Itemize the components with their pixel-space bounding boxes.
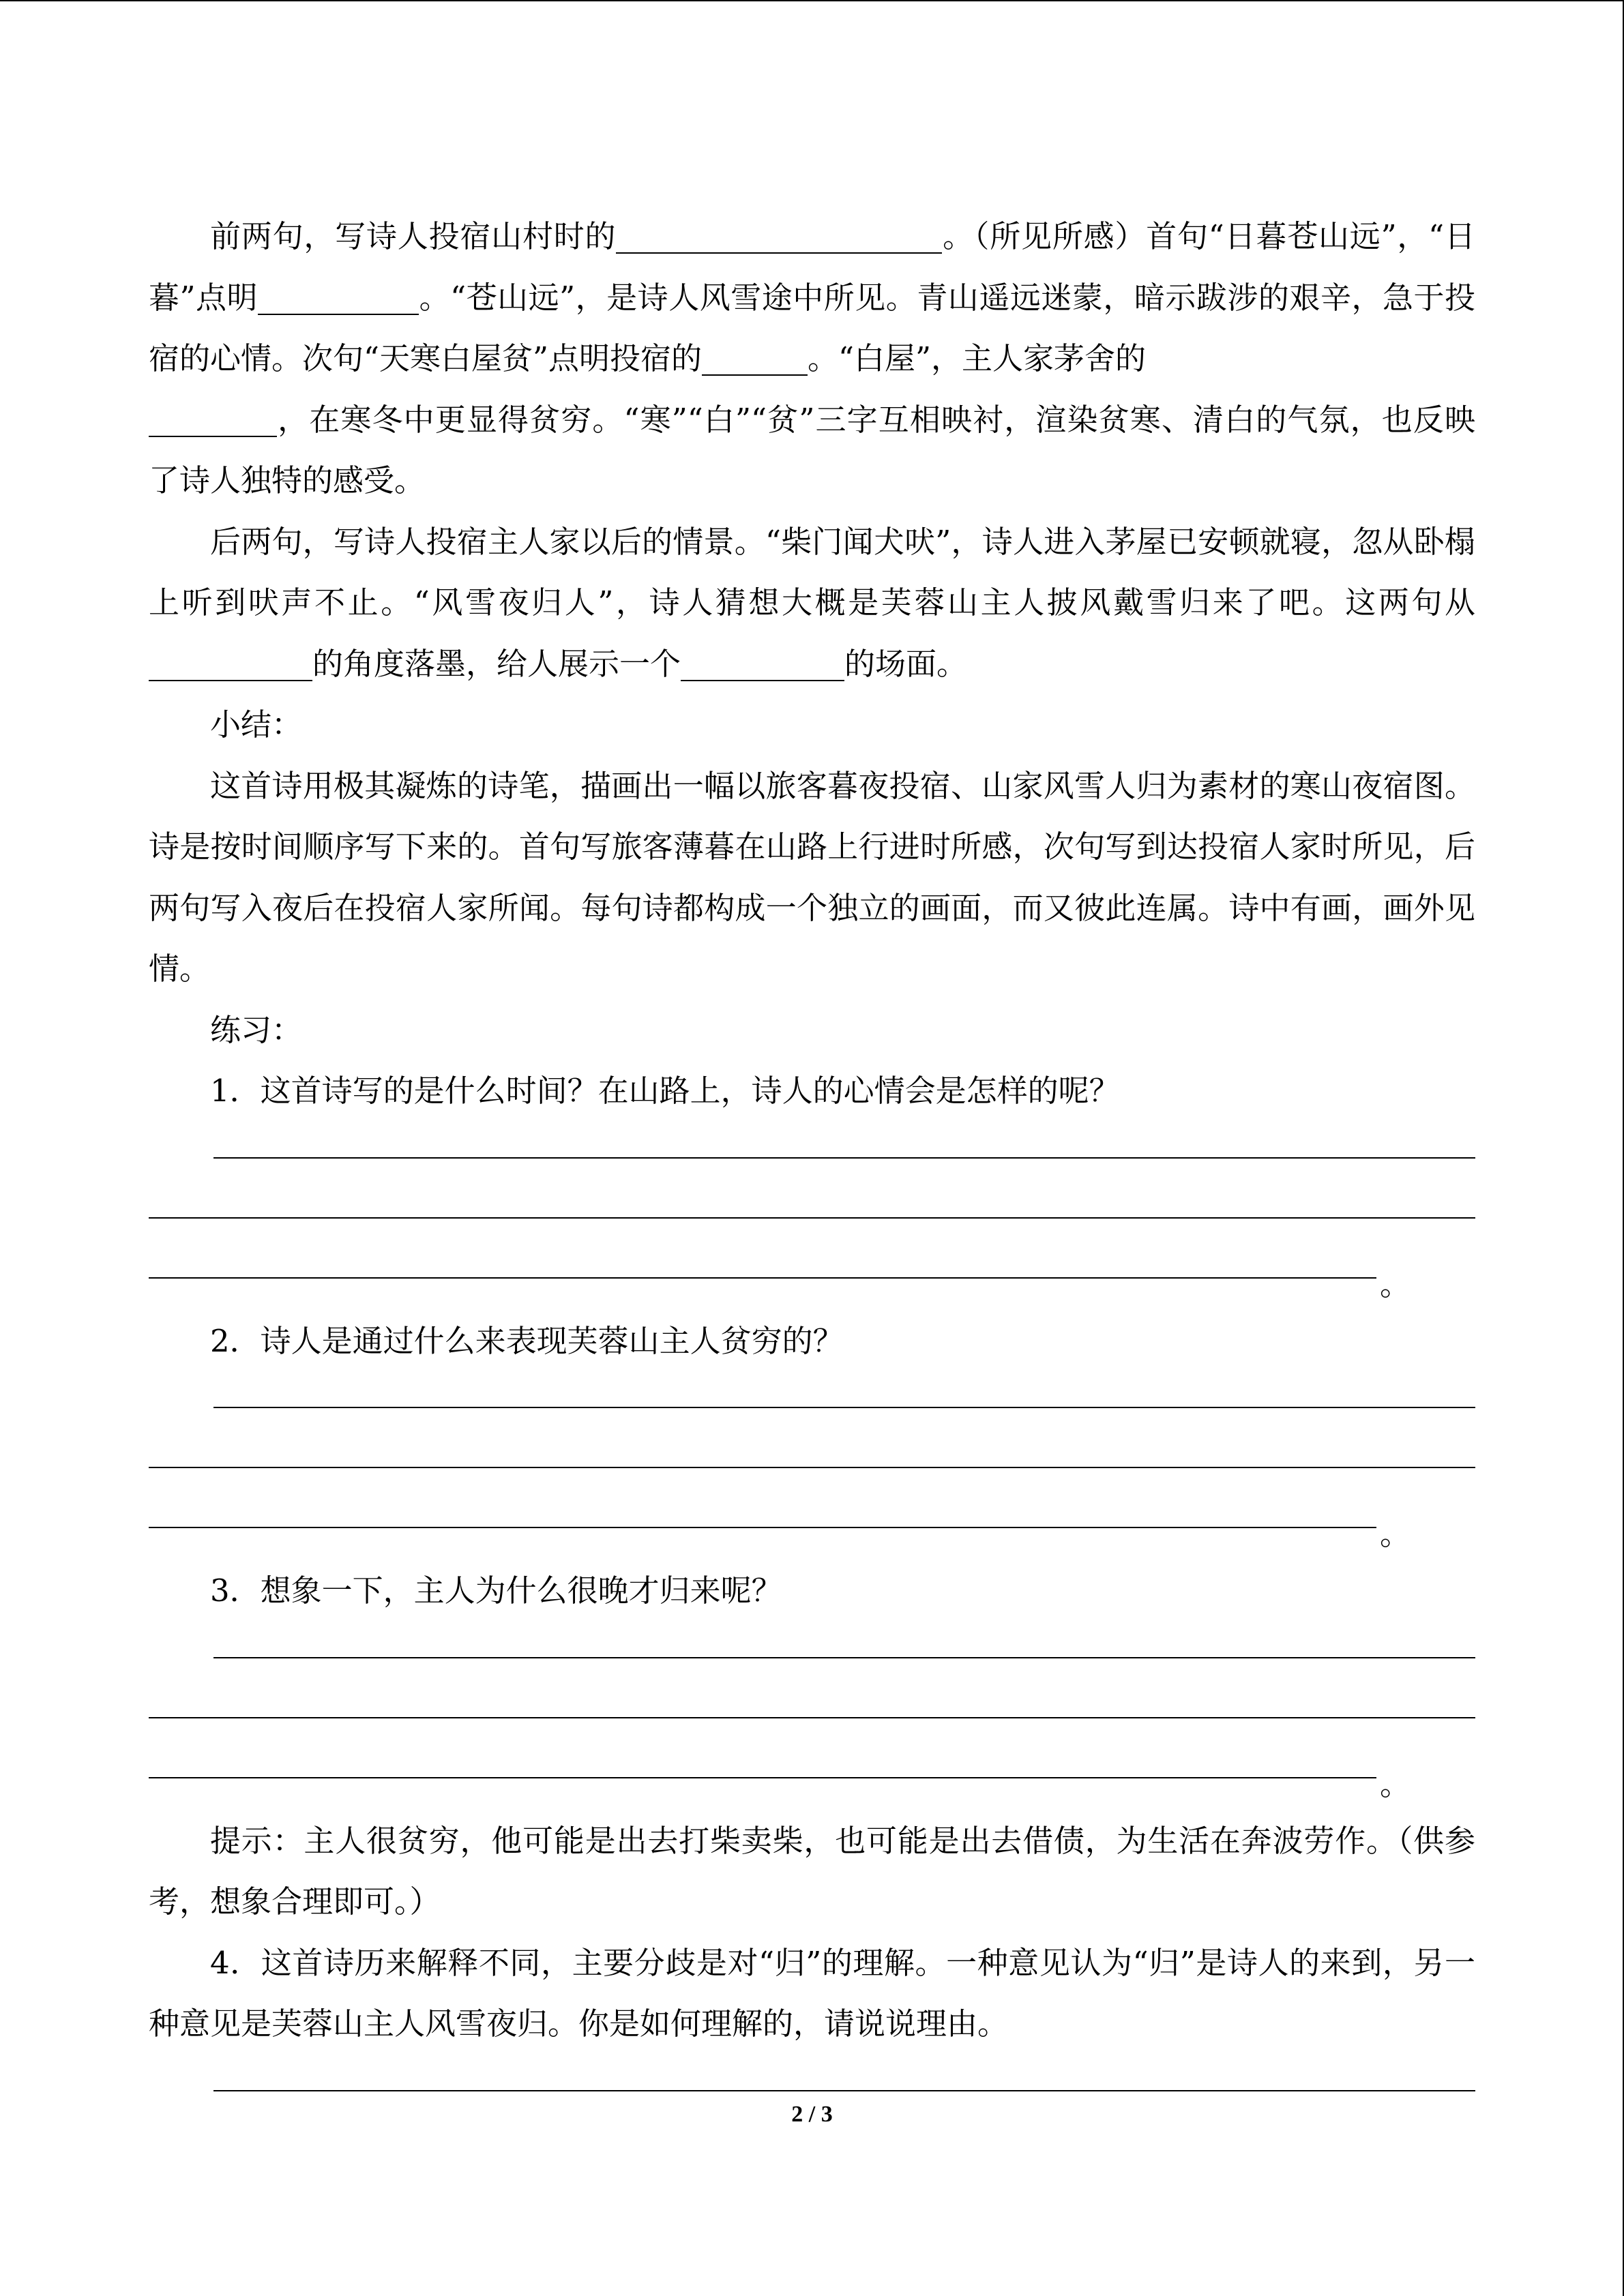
question-1: 1．这首诗写的是什么时间？在山路上，诗人的心情会是怎样的呢？ bbox=[210, 1073, 1120, 1109]
answer-line[interactable] bbox=[149, 1467, 1475, 1468]
answer-line[interactable] bbox=[213, 2090, 1475, 2091]
page-content bbox=[149, 206, 1475, 2145]
answer-line[interactable] bbox=[149, 1217, 1475, 1219]
text-segment: 的场面。 bbox=[844, 645, 968, 682]
answer-lines-q3[interactable] bbox=[149, 1630, 1475, 1810]
line-end-mark: 。 bbox=[1380, 1266, 1411, 1302]
answer-line[interactable] bbox=[213, 1657, 1475, 1658]
text-segment: 的角度落墨，给人展示一个 bbox=[312, 645, 681, 682]
line-end-mark: 。 bbox=[1380, 1765, 1411, 1802]
question-4: 4．这首诗历来解释不同，主要分歧是对“归”的理解。一种意见认为“归”是诗人的来到，另一种意见是芙蓉山主人风雪夜归。你是如何理解的，请说说理由。 bbox=[149, 1944, 1475, 2042]
text-segment: ，在寒冬中更显得贫穷。“寒”“白”“贫”三字互相映衬，渲染贫寒、清白的气氛，也反映了诗人独特的感受。 bbox=[149, 401, 1475, 498]
fill-blank[interactable] bbox=[258, 280, 419, 315]
exercises-heading: 练习： bbox=[210, 1011, 303, 1048]
summary-heading: 小结： bbox=[210, 706, 303, 743]
text-segment: 。“白屋”，主人家茅舍的 bbox=[808, 340, 1147, 376]
hint-text: 提示：主人很贫穷，他可能是出去打柴卖柴，也可能是出去借债，为生活在奔波劳作。（供参考，想象合理即可。） bbox=[149, 1822, 1475, 1920]
text-segment: 后两句，写诗人投宿主人家以后的情景。“柴门闻犬吠”，诗人进入茅屋已安顿就寝，忽从卧榻上听到吠声不止。“风雪夜归人”，诗人猜想大概是芙蓉山主人披风戴雪归来了吧。这两句从 bbox=[149, 523, 1475, 621]
text-segment: 前两句，写诗人投宿山村时的 bbox=[210, 218, 617, 254]
fill-blank[interactable] bbox=[616, 218, 942, 254]
line-end-mark: 。 bbox=[1380, 1516, 1411, 1552]
answer-line[interactable] bbox=[149, 1717, 1475, 1718]
fill-blank[interactable] bbox=[149, 646, 312, 681]
summary-text: 这首诗用极其凝炼的诗笔，描画出一幅以旅客暮夜投宿、山家风雪人归为素材的寒山夜宿图。诗是按时间顺序写下来的。首句写旅客薄暮在山路上行进时所感，次句写到达投宿人家时所见，后两句写入夜后在投宿人家所闻。每句诗都构成一个独立的画面，而又彼此连属。诗中有画，画外见情。 bbox=[149, 767, 1475, 987]
answer-line[interactable] bbox=[213, 1407, 1475, 1408]
answer-line[interactable] bbox=[149, 1527, 1376, 1528]
text-segment: 。（所见所感）首句“日暮苍山远”，“日暮”点明 bbox=[149, 218, 1475, 316]
answer-line[interactable] bbox=[149, 1277, 1376, 1279]
answer-lines-q2[interactable] bbox=[149, 1380, 1475, 1560]
fill-blank[interactable] bbox=[149, 402, 277, 437]
fill-blank[interactable] bbox=[681, 646, 844, 681]
analysis-paragraph-2 bbox=[149, 511, 1475, 695]
answer-line[interactable] bbox=[213, 1157, 1475, 1159]
question-3: 3．想象一下，主人为什么很晚才归来呢？ bbox=[210, 1572, 782, 1609]
page-number: 2 / 3 bbox=[791, 2102, 833, 2127]
fill-blank[interactable] bbox=[702, 340, 808, 376]
answer-line[interactable] bbox=[149, 1777, 1376, 1778]
text-segment: 。“苍山远”，是诗人风雪途中所见。青山遥远迷蒙，暗示跋涉的艰辛，急于投宿的心情。次句“天寒白屋贫”点明投宿的 bbox=[149, 279, 1475, 376]
analysis-paragraph-1 bbox=[149, 206, 1475, 511]
answer-lines-q1[interactable] bbox=[149, 1130, 1475, 1311]
question-2: 2．诗人是通过什么来表现芙蓉山主人贫穷的？ bbox=[210, 1322, 844, 1359]
